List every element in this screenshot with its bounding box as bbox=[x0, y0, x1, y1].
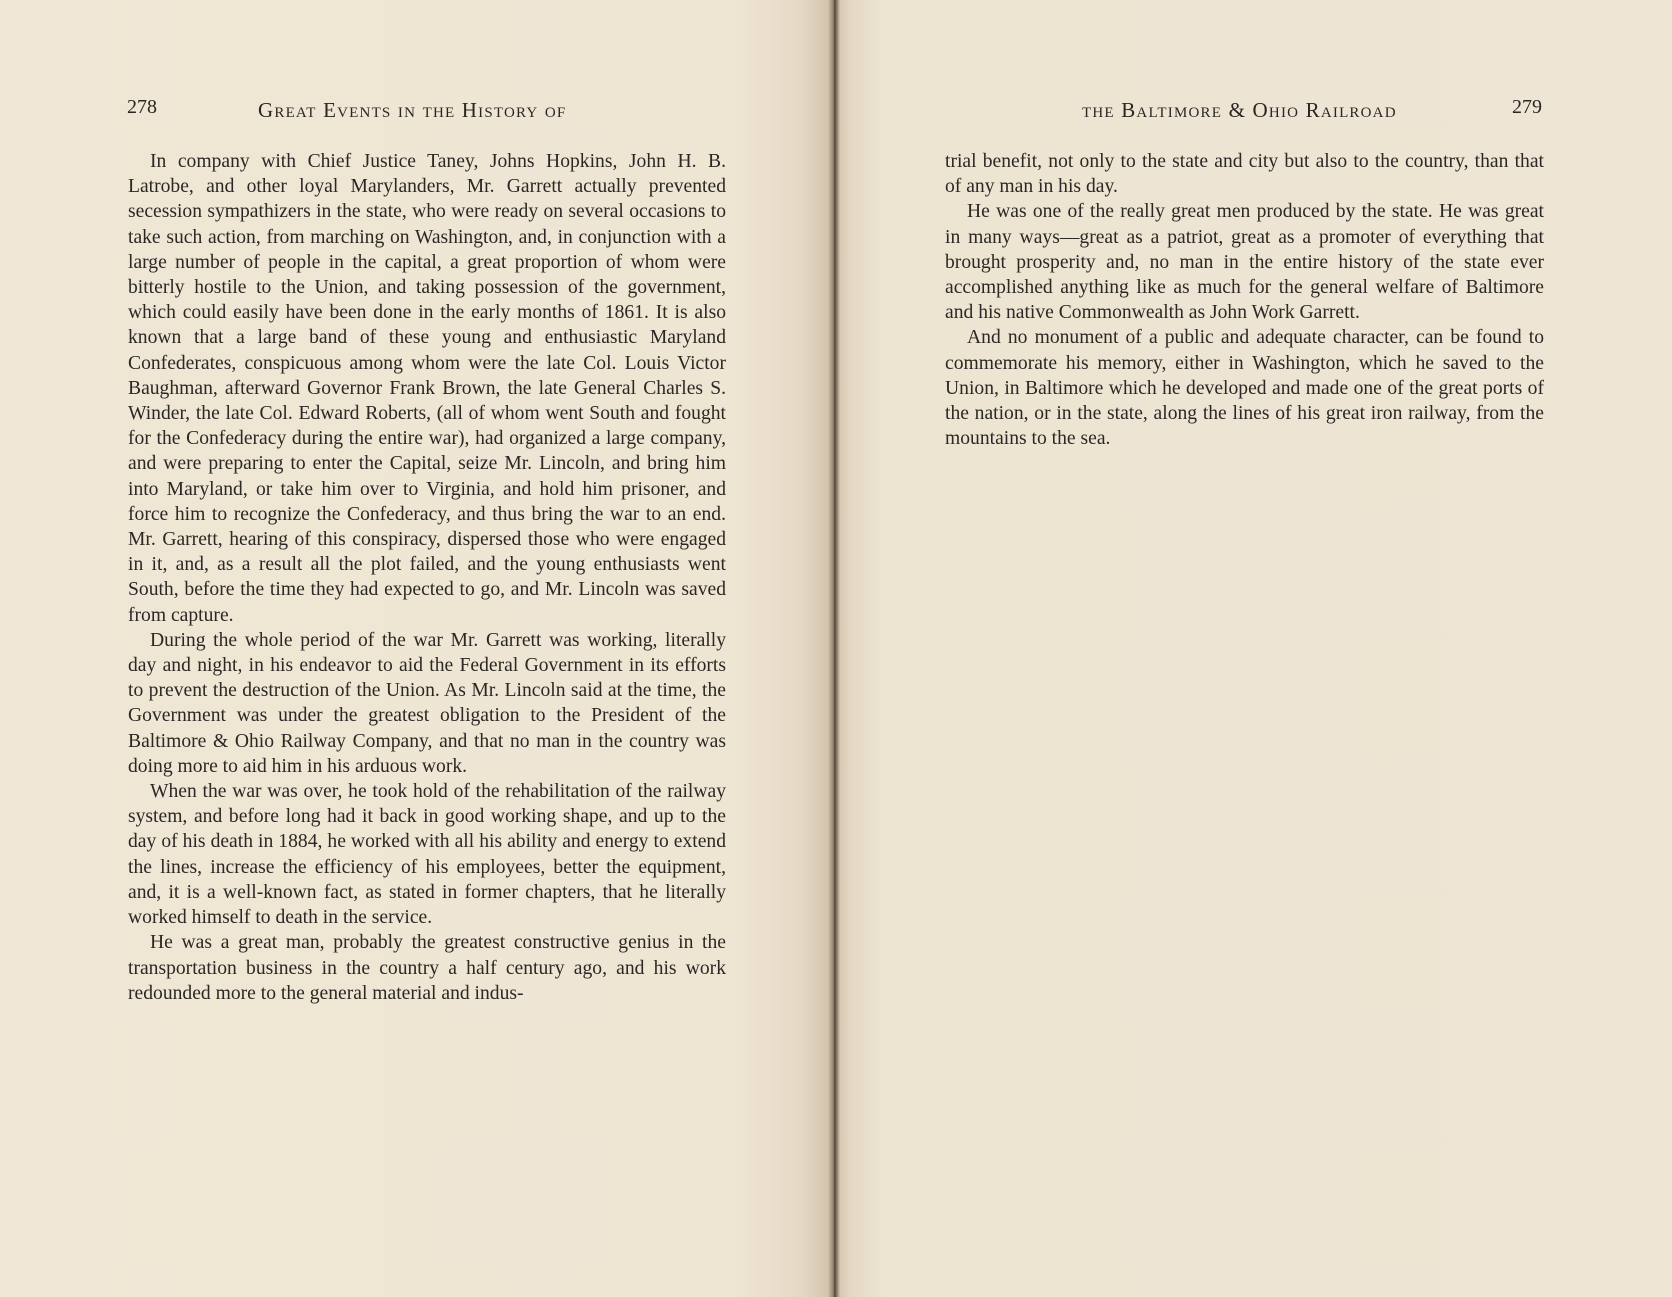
running-head-left: Great Events in the History of bbox=[258, 98, 567, 122]
paragraph: And no monument of a public and adequate character, can be found to commemorate his memory, either in Washington, which he saved to the Union, in Baltimore which he developed and made one of the great ports of the nation, or in the state, along the lines of his great iron railway, from the mountains to the sea. bbox=[945, 327, 1544, 450]
running-head-right: the Baltimore & Ohio Railroad bbox=[1082, 98, 1397, 122]
paragraph: trial benefit, not only to the state and city but also to the country, than that of any man in his day. bbox=[945, 151, 1544, 198]
left-page bbox=[0, 0, 833, 1297]
paragraph: He was a great man, probably the greatest constructive genius in the transportation business in the country a half century ago, and his work redounded more to the general material and indus- bbox=[128, 932, 726, 1004]
paragraph: He was one of the really great men produced by the state. He was great in many ways—great as a patriot, great as a promoter of everything that brought prosperity and, no man in the entire history of the state ever accomplished anything like as much for the general welfare of Baltimore and his native Commonwealth as John Work Garrett. bbox=[945, 201, 1544, 324]
right-page bbox=[833, 0, 1672, 1297]
paragraph: During the whole period of the war Mr. Garrett was working, literally day and night, in his endeavor to aid the Federal Government in its efforts to prevent the destruction of the Union. As Mr. Lincoln said at the time, the Government was under the greatest obligation to the President of the Baltimore & Ohio Railway Company, and that no man in the country was doing more to aid him in his arduous work. bbox=[128, 629, 726, 777]
right-page-text bbox=[945, 149, 1544, 451]
page-number-left: 278 bbox=[127, 96, 157, 118]
page-number-right: 279 bbox=[1512, 96, 1542, 118]
paragraph: In company with Chief Justice Taney, Johns Hopkins, John H. B. Latrobe, and other loyal Marylanders, Mr. Garrett actually prevented secession sympathizers in the state, who were ready on several occasions to take such action, from marching on Washington, and, in conjunction with a large number of people in the capital, a great proportion of whom were bitterly hostile to the Union, and taking possession of the government, which could easily have been done in the early months of 1861. It is also known that a large band of these young and enthusiastic Maryland Confederates, conspicuous among whom were the late Col. Louis Victor Baughman, afterward Governor Frank Brown, the late General Charles S. Winder, the late Col. Edward Roberts, (all of whom went South and fought for the Confederacy during the entire war), had organized a large company, and were preparing to enter the Capital, seize Mr. Lincoln, and bring him into Maryland, or take him over to Virginia, and hold him prisoner, and force him to recognize the Confederacy, and thus bring the war to an end. Mr. Garrett, hearing of this conspiracy, dispersed those who were engaged in it, and, as a result all the plot failed, and the young enthusiasts went South, before the time they had expected to go, and Mr. Lincoln was saved from capture. bbox=[128, 151, 726, 626]
paragraph: When the war was over, he took hold of the rehabilitation of the railway system, and before long had it back in good working shape, and up to the day of his death in 1884, he worked with all his ability and energy to extend the lines, increase the efficiency of his employees, better the equipment, and, it is a well-known fact, as stated in former chapters, that he literally worked himself to death in the service. bbox=[128, 781, 726, 929]
left-page-text bbox=[128, 149, 726, 1006]
book-gutter bbox=[828, 0, 840, 1297]
